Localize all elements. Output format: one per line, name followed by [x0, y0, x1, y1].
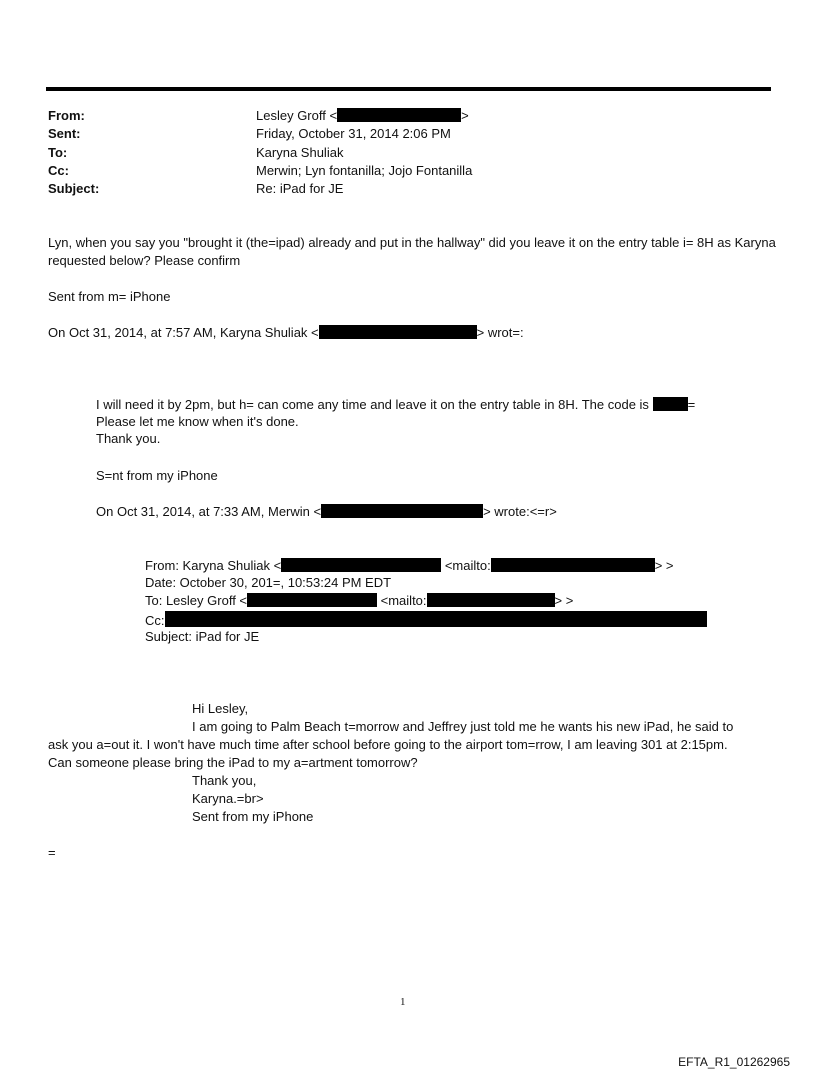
page-number: 1 — [400, 996, 406, 1008]
on-line-text: On Oct 31, 2014, at 7:57 AM, Karyna Shuliak < — [48, 325, 319, 340]
message-line3: Can someone please bring the iPad to my a=artment tomorrow? — [48, 755, 418, 770]
redaction-box — [319, 325, 477, 339]
redaction-box — [491, 558, 655, 572]
quote2-subject: Subject: iPad for JE — [145, 629, 260, 644]
message-sent: Sent from my iPhone — [192, 809, 314, 824]
redaction-box — [165, 611, 707, 627]
subject-label: Subject: — [48, 181, 100, 196]
message-line2: ask you a=out it. I won't have much time after school before going to the airport tom=rrow, I am leaving 301 at 2:15pm. — [48, 737, 728, 752]
quote1-sent: S=nt from my iPhone — [96, 468, 218, 483]
body-sent-from: Sent from m= iPhone — [48, 289, 171, 304]
quote1-line2: Please let me know when it's done. — [96, 414, 299, 429]
quote1-line3: Thank you. — [96, 431, 161, 446]
quote2-to-close: > > — [554, 593, 574, 608]
quote1-line1-end: = — [687, 397, 696, 412]
redaction-box — [653, 397, 688, 411]
message-greeting: Hi Lesley, — [192, 701, 249, 716]
body-paragraph: Lyn, when you say you "brought it (the=ipad) already and put in the hallway" did you leave it on the entry table i= 8H as Karyna requested below? Please confirm — [48, 235, 776, 268]
redaction-box — [337, 108, 461, 122]
cc-value: Merwin; Lyn fontanilla; Jojo Fontanilla — [256, 163, 473, 178]
redaction-box — [427, 593, 555, 607]
quote2-from-close: > > — [654, 558, 674, 573]
body-on-line — [48, 325, 524, 341]
from-label: From: — [48, 108, 85, 123]
quote1-on-line — [96, 504, 557, 520]
quote1-line1-text: I will need it by 2pm, but h= can come any time and leave it on the entry table in 8H. The code is — [96, 397, 649, 412]
quote2-from — [145, 558, 674, 574]
quote2-to-mailto: <mailto: — [380, 593, 427, 608]
message-name: Karyna.=br> — [192, 791, 264, 806]
from-name: Lesley Groff < — [256, 108, 338, 123]
header-rule — [46, 87, 771, 91]
quote2-from-text: From: Karyna Shuliak < — [145, 558, 282, 573]
cc-label: Cc: — [48, 163, 69, 178]
on-line-close: > wrot=: — [476, 325, 524, 340]
quote2-date: Date: October 30, 201=, 10:53:24 PM EDT — [145, 575, 392, 590]
sent-value: Friday, October 31, 2014 2:06 PM — [256, 126, 451, 141]
quote1-on-close: > wrote:<=r> — [483, 504, 557, 519]
bates-number: EFTA_R1_01262965 — [678, 1055, 790, 1069]
to-value: Karyna Shuliak — [256, 145, 344, 160]
sent-label: Sent: — [48, 126, 81, 141]
quote2-to-text: To: Lesley Groff < — [145, 593, 248, 608]
from-close: > — [461, 108, 469, 123]
trailer-char: = — [48, 845, 56, 860]
quote1-on-text: On Oct 31, 2014, at 7:33 AM, Merwin < — [96, 504, 322, 519]
redaction-box — [281, 558, 441, 572]
message-line1: I am going to Palm Beach t=morrow and Jeffrey just told me he wants his new iPad, he said to — [192, 719, 734, 734]
message-thanks: Thank you, — [192, 773, 257, 788]
to-label: To: — [48, 145, 68, 160]
quote1-line1 — [96, 397, 695, 413]
quote2-from-mailto: <mailto: — [444, 558, 491, 573]
from-value — [256, 108, 469, 124]
quote2-cc — [145, 611, 707, 629]
redaction-box — [247, 593, 377, 607]
redaction-box — [321, 504, 483, 518]
quote2-cc-label: Cc: — [145, 613, 165, 628]
quote2-to — [145, 593, 573, 609]
subject-value: Re: iPad for JE — [256, 181, 344, 196]
